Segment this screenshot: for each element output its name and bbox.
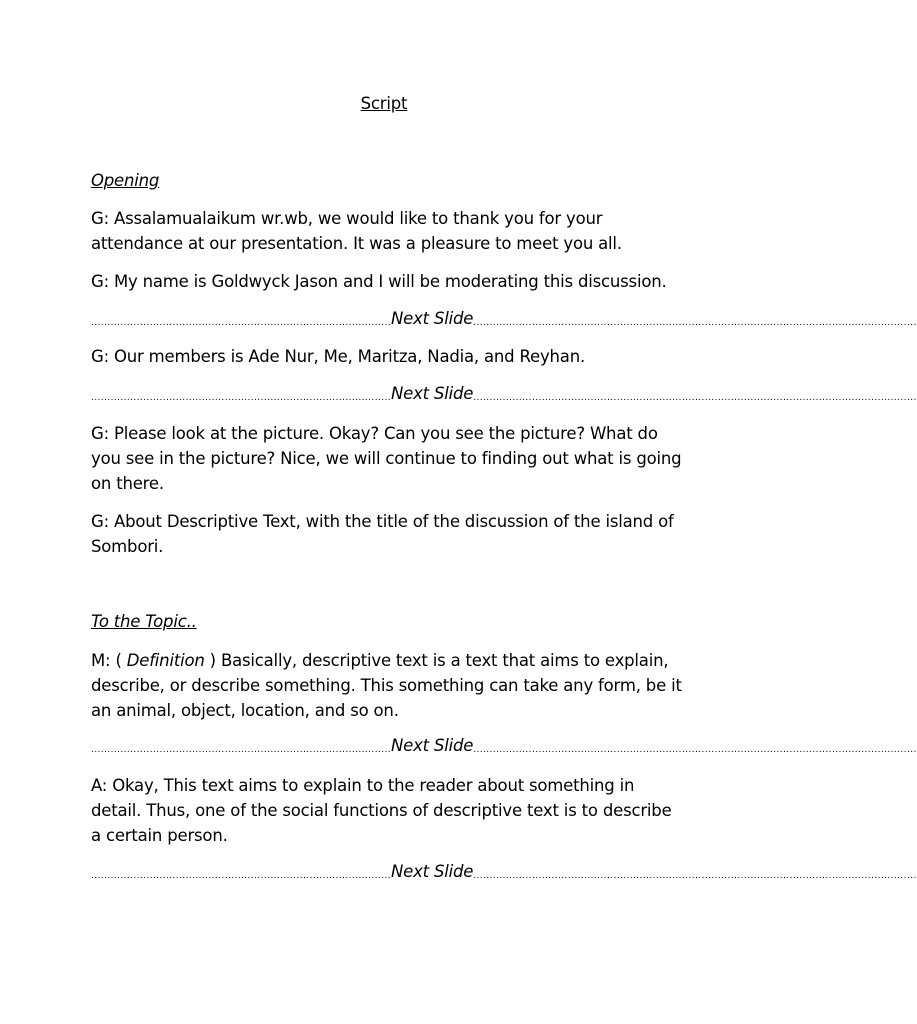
separator-dots-left: ............................................................................................ xyxy=(91,318,391,328)
next-slide-separator xyxy=(91,862,917,882)
definition-text: ) Basically, descriptive text is a text that aims to explain, describe, or describe something. This something can take any form, be it an animal, object, location, and so on. xyxy=(91,651,682,720)
next-slide-separator xyxy=(91,384,917,404)
separator-dots-right: ........................................................................................................................................ xyxy=(473,318,917,328)
paragraph-greeting: G: Assalamualaikum wr.wb, we would like to thank you for your attendance at our presentation. It was a pleasure to meet you all. xyxy=(91,209,622,253)
paragraph-topic-intro: G: About Descriptive Text, with the title of the discussion of the island of Sombori. xyxy=(91,512,674,556)
next-slide-label: Next Slide xyxy=(391,309,474,328)
paragraph-social-function: A: Okay, This text aims to explain to the reader about something in detail. Thus, one of the social functions of descriptive text is to describe a certain person. xyxy=(91,776,672,845)
paragraph-picture-prompt: G: Please look at the picture. Okay? Can you see the picture? What do you see in the picture? Nice, we will continue to finding out what is going on there. xyxy=(91,424,682,493)
separator-dots-left: ............................................................................................ xyxy=(91,745,391,755)
next-slide-separator xyxy=(91,736,917,756)
separator-dots-right: ........................................................................................................................................ xyxy=(473,393,917,403)
separator-dots-right: ........................................................................................................................................ xyxy=(473,745,917,755)
paragraph-moderator-intro: G: My name is Goldwyck Jason and I will be moderating this discussion. xyxy=(91,272,667,291)
section-heading-topic: To the Topic.. xyxy=(91,612,197,631)
next-slide-label: Next Slide xyxy=(391,862,474,881)
next-slide-label: Next Slide xyxy=(391,384,474,403)
paragraph-members: G: Our members is Ade Nur, Me, Maritza, Nadia, and Reyhan. xyxy=(91,347,586,366)
separator-dots-right: ........................................................................................................................................ xyxy=(473,871,917,881)
page-title: Script xyxy=(360,94,408,113)
definition-prefix: M: ( xyxy=(91,651,127,670)
next-slide-separator xyxy=(91,309,917,329)
section-heading-opening: Opening xyxy=(91,171,160,190)
paragraph-definition xyxy=(91,648,686,723)
definition-term: Definition xyxy=(126,651,205,670)
separator-dots-left: ............................................................................................ xyxy=(91,393,391,403)
next-slide-label: Next Slide xyxy=(391,736,474,755)
separator-dots-left: ............................................................................................ xyxy=(91,871,391,881)
